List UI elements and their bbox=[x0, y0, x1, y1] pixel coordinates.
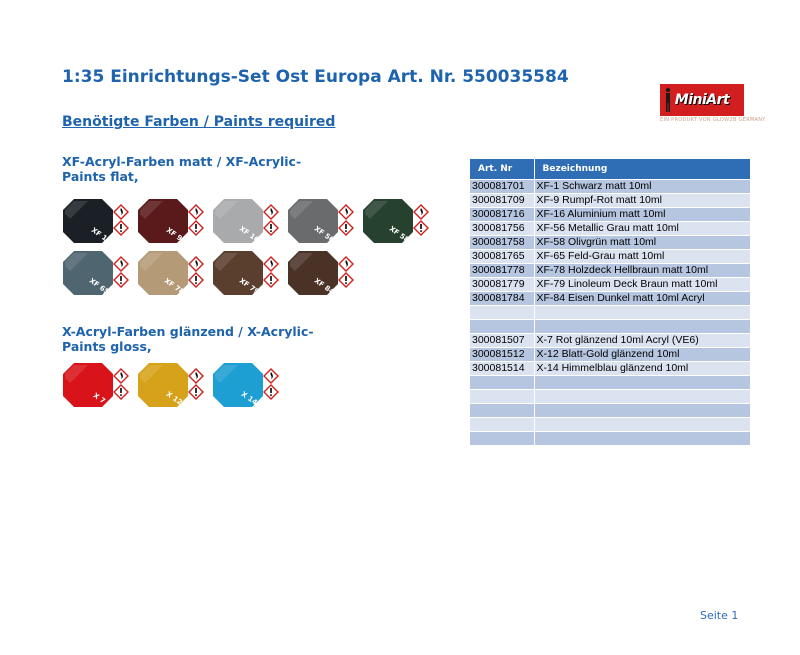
paint-jar bbox=[212, 250, 282, 296]
soldier-figure-icon bbox=[664, 87, 672, 113]
description-cell: XF-56 Metallic Grau matt 10ml bbox=[534, 222, 751, 236]
description-cell: XF-1 Schwarz matt 10ml bbox=[534, 180, 751, 194]
paint-code-label: X 14 bbox=[239, 390, 259, 407]
page-title: 1:35 Einrichtungs-Set Ost Europa Art. Nr. 550035584 bbox=[62, 67, 569, 87]
paint-swatch bbox=[212, 198, 264, 244]
description-cell bbox=[534, 306, 751, 320]
table-row bbox=[470, 376, 751, 390]
paint-code-label: XF 79 bbox=[237, 276, 261, 296]
description-cell: XF-84 Eisen Dunkel matt 10ml Acryl bbox=[534, 292, 751, 306]
paints-required-heading: Benötigte Farben / Paints required bbox=[62, 114, 336, 130]
description-cell bbox=[534, 390, 751, 404]
description-cell: X-7 Rot glänzend 10ml Acryl (VE6) bbox=[534, 334, 751, 348]
table-row bbox=[470, 208, 751, 222]
paint-code-label: X 12 bbox=[164, 390, 184, 407]
art-nr-cell: 300081784 bbox=[470, 292, 534, 306]
paint-jar bbox=[62, 362, 132, 408]
art-nr-cell bbox=[470, 376, 534, 390]
art-nr-cell: 300081779 bbox=[470, 278, 534, 292]
hazard-warning-icon bbox=[113, 368, 129, 402]
paint-code-label: XF 78 bbox=[162, 276, 186, 296]
table-row bbox=[470, 236, 751, 250]
paint-swatch bbox=[287, 198, 339, 244]
description-cell bbox=[534, 376, 751, 390]
art-nr-cell: 300081512 bbox=[470, 348, 534, 362]
table-row bbox=[470, 432, 751, 446]
table-row bbox=[470, 348, 751, 362]
art-nr-cell: 300081514 bbox=[470, 362, 534, 376]
paint-swatch bbox=[62, 250, 114, 296]
hazard-warning-icon bbox=[188, 256, 204, 290]
paint-swatch bbox=[212, 362, 264, 408]
table-row bbox=[470, 250, 751, 264]
gloss-paints-heading: X-Acryl-Farben glänzend / X-Acrylic-Paints gloss, bbox=[62, 324, 314, 354]
miniart-logo bbox=[660, 84, 766, 124]
paint-code-label: XF 56 bbox=[312, 224, 336, 244]
art-nr-cell: 300081709 bbox=[470, 194, 534, 208]
art-nr-cell: 300081756 bbox=[470, 222, 534, 236]
hazard-warning-icon bbox=[188, 368, 204, 402]
art-nr-cell bbox=[470, 432, 534, 446]
table-row bbox=[470, 194, 751, 208]
description-cell: XF-65 Feld-Grau matt 10ml bbox=[534, 250, 751, 264]
description-cell bbox=[534, 418, 751, 432]
table-row bbox=[470, 278, 751, 292]
paint-code-label: XF 84 bbox=[312, 276, 336, 296]
art-nr-cell: 300081716 bbox=[470, 208, 534, 222]
hazard-warning-icon bbox=[263, 256, 279, 290]
paint-jar bbox=[137, 250, 207, 296]
paint-jar bbox=[212, 362, 282, 408]
paint-swatch bbox=[362, 198, 414, 244]
hazard-warning-icon bbox=[188, 204, 204, 238]
hazard-warning-icon bbox=[338, 204, 354, 238]
hazard-warning-icon bbox=[338, 256, 354, 290]
art-nr-cell: 300081507 bbox=[470, 334, 534, 348]
art-nr-cell bbox=[470, 306, 534, 320]
paint-swatch bbox=[287, 250, 339, 296]
paint-swatch bbox=[62, 362, 114, 408]
description-cell: XF-78 Holzdeck Hellbraun matt 10ml bbox=[534, 264, 751, 278]
description-cell bbox=[534, 432, 751, 446]
paint-swatch bbox=[137, 362, 189, 408]
table-row bbox=[470, 418, 751, 432]
art-nr-cell bbox=[470, 418, 534, 432]
art-nr-cell: 300081778 bbox=[470, 264, 534, 278]
page-number: Seite 1 bbox=[700, 609, 739, 622]
paint-code-label: X 7 bbox=[91, 391, 107, 406]
paint-jar bbox=[362, 198, 432, 244]
paint-jar bbox=[287, 250, 357, 296]
table-row bbox=[470, 334, 751, 348]
description-cell: X-14 Himmelblau glänzend 10ml bbox=[534, 362, 751, 376]
paint-swatch bbox=[62, 198, 114, 244]
description-cell bbox=[534, 320, 751, 334]
table-row bbox=[470, 180, 751, 194]
paint-jar bbox=[62, 250, 132, 296]
description-cell: XF-16 Aluminium matt 10ml bbox=[534, 208, 751, 222]
art-nr-cell bbox=[470, 404, 534, 418]
paint-table bbox=[470, 159, 751, 445]
paint-code-label: XF 9 bbox=[164, 226, 184, 243]
art-nr-cell: 300081701 bbox=[470, 180, 534, 194]
paint-jar bbox=[137, 198, 207, 244]
hazard-warning-icon bbox=[113, 204, 129, 238]
art-nr-cell bbox=[470, 390, 534, 404]
table-row bbox=[470, 362, 751, 376]
art-nr-cell bbox=[470, 320, 534, 334]
column-header-art-nr: Art. Nr bbox=[470, 159, 534, 180]
column-header-bezeichnung: Bezeichnung bbox=[534, 159, 751, 180]
description-cell: XF-79 Linoleum Deck Braun matt 10ml bbox=[534, 278, 751, 292]
paint-code-label: XF 65 bbox=[87, 276, 111, 296]
hazard-warning-icon bbox=[413, 204, 429, 238]
paint-swatch bbox=[137, 250, 189, 296]
description-cell: XF-9 Rumpf-Rot matt 10ml bbox=[534, 194, 751, 208]
table-row bbox=[470, 390, 751, 404]
table-row bbox=[470, 306, 751, 320]
art-nr-cell: 300081758 bbox=[470, 236, 534, 250]
paint-jar bbox=[62, 198, 132, 244]
art-nr-cell: 300081765 bbox=[470, 250, 534, 264]
hazard-warning-icon bbox=[263, 204, 279, 238]
paint-swatch bbox=[137, 198, 189, 244]
hazard-warning-icon bbox=[113, 256, 129, 290]
description-cell: XF-58 Olivgrün matt 10ml bbox=[534, 236, 751, 250]
paint-jar bbox=[137, 362, 207, 408]
table-row bbox=[470, 292, 751, 306]
paint-swatch bbox=[212, 250, 264, 296]
paint-jar bbox=[287, 198, 357, 244]
paint-code-label: XF 58 bbox=[387, 224, 411, 244]
description-cell: X-12 Blatt-Gold glänzend 10ml bbox=[534, 348, 751, 362]
table-header-row bbox=[470, 159, 751, 180]
flat-paints-heading: XF-Acryl-Farben matt / XF-Acrylic-Paints flat, bbox=[62, 154, 302, 184]
logo-text: MiniArt bbox=[674, 92, 730, 108]
paint-code-label: XF 1 bbox=[89, 226, 109, 243]
logo-subtext: EIN PRODUKT VON GLOW2B GERMANY bbox=[660, 117, 766, 123]
hazard-warning-icon bbox=[263, 368, 279, 402]
table-row bbox=[470, 404, 751, 418]
paint-code-label: XF 16 bbox=[237, 224, 261, 244]
table-row bbox=[470, 222, 751, 236]
table-row bbox=[470, 264, 751, 278]
paint-jar bbox=[212, 198, 282, 244]
description-cell bbox=[534, 404, 751, 418]
table-row bbox=[470, 320, 751, 334]
